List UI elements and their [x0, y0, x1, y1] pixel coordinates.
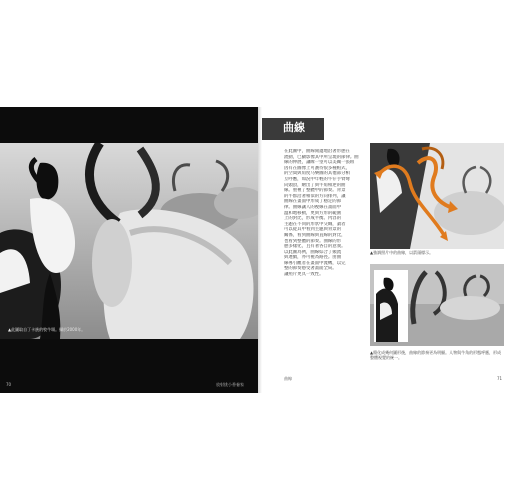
running-title-left: 放射挑小香養家: [216, 382, 244, 387]
body-line: 主題在不同的形狀中交織，讀者: [284, 221, 346, 227]
body-line: 與連續，亦可視為路徑。由曲: [284, 255, 342, 261]
running-title-right: 曲線: [284, 376, 292, 381]
photo-caption: ▲此圖取自丁卡族的牧牛場。攝於2000年。: [8, 327, 86, 332]
body-line: 線導引觀者在畫面中流轉，以完: [284, 260, 346, 266]
figure-bottom-caption: ▲簡化成幾何圖形後，曲線的節奏更為明顯。人物與牛角的形態呼應，形成整體視覺的統一。: [370, 350, 502, 360]
body-line: 讓照片更具一致性。: [284, 272, 324, 278]
cattle-herder-photo: [0, 143, 258, 339]
body-line: 態多樣化，且有著各自的意義。: [284, 244, 346, 250]
body-line: 上的對比，形成平衡。內容的: [284, 216, 342, 222]
body-line: 向頭頂，繪出了與牛角相逆的曲: [284, 182, 346, 188]
page-number-right: 71: [497, 376, 503, 381]
curves-highlight-figure: [370, 143, 504, 249]
section-title: 曲線: [283, 121, 305, 134]
body-line: 互呼應，如況中年輕的牛仔手臂彎: [284, 176, 350, 182]
body-line: 整的節奏感受著畫面全局。: [284, 266, 337, 272]
body-line: 流動，已顯影像其中所呈現的節律。曲: [284, 154, 359, 160]
simplified-shapes-diagram: [370, 264, 504, 346]
body-line: 線的伸展，讓瞭一望可以美關一張組: [284, 160, 355, 166]
body-line: 也看到整體的節奏。曲線的形: [284, 238, 342, 244]
page-number-left: 70: [6, 382, 12, 387]
body-line: 的空間與角度马樂圖的其他部分相: [284, 171, 350, 177]
body-line: 線。重複了整體中的節奏。背景: [284, 188, 346, 194]
body-text-column: [284, 149, 364, 278]
body-line: 因有在圖像上可護待很多種帕式，: [284, 165, 350, 171]
body-line: 律。曲線讓人的視線在畫面中: [284, 204, 342, 210]
body-line: 以此圖為例，曲線綜合了頻流: [284, 249, 342, 255]
body-line: 的牛群沿著相似的方向排列，讓: [284, 193, 346, 199]
figure-top-caption: ▲強調照片中的曲線，以箭頭標示。: [370, 250, 434, 255]
body-line: 曲線在畫面中形成了穩定的節: [284, 199, 342, 205]
body-line: 關係，看到曲線與直線的對比，: [284, 232, 346, 238]
body-line: 溫和地移動，更與方形的範圍: [284, 210, 342, 216]
body-line: 可以從其中看到主題與背景的: [284, 227, 342, 233]
body-line: 在此圖中，曲線閒邊地沿著形態在: [284, 149, 350, 154]
